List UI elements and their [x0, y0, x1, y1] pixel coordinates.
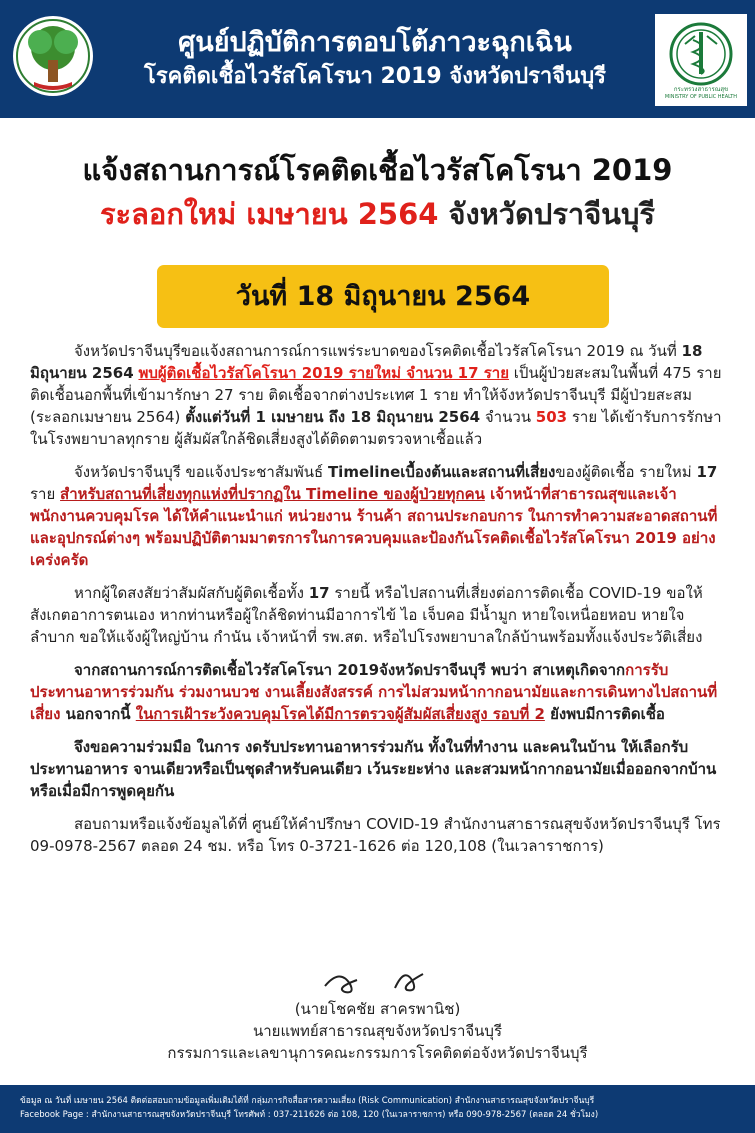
title-wave-label: ระลอกใหม่ เมษายน 2564: [99, 197, 439, 231]
p4-causes: การรับประทานอาหารร่วมกัน ร่วมงานบวช งานเลี้ยงสังสรรค์ การไม่สวมหน้ากากอนามัยและการเดินทางไปสถานที่เสี่ยง: [30, 661, 718, 723]
footer-contact-line1: ข้อมูล ณ วันที่ เมษายน 2564 ติดต่อสอบถามข้อมูลเพิ่มเติมได้ที่ กลุ่มภารกิจสื่อสารความเสี่ยง (Risk Communication) สำนักงานสาธารณสุขจังหวัดปราจีนบุรี: [20, 1096, 595, 1106]
paragraph-cooperation: จึงขอความร่วมมือ ในการ งดรับประทานอาหารร่วมกัน ทั้งในที่ทำงาน และคนในบ้าน ให้เลือกรับประทานอาหาร จานเดียวหรือเป็นชุดสำหรับคนเดียว เว้นระยะห่าง และสวมหน้ากากอนามัยเมื่อออกจากบ้านหรือเมื่อมีการพูดคุยกัน: [30, 738, 717, 800]
paragraph-contact: สอบถามหรือแจ้งข้อมูลได้ที่ ศูนย์ให้คำปรึกษา COVID-19 สำนักงานสาธารณสุขจังหวัดปราจีนบุรี โทร 09-0978-2567 ตลอด 24 ชม. หรือ โทร 0-3721-1626 ต่อ 120,108 (ในเวลาราชการ): [30, 815, 721, 855]
provincial-emblem-tree-icon: [12, 10, 94, 102]
p3-count: 17: [308, 584, 330, 602]
p2-guidance: เจ้าหน้าที่สาธารณสุขและเจ้าพนักงานควบคุมโรค ได้ให้คำแนะนำแก่ หน่วยงาน ร้านค้า สถานประกอบการ ในการทำความสะอาดสถานที่และอุปกรณ์ต่างๆ พร้อมปฏิบัติตามมาตรการในการควบคุมและป้องกันโรคติดเชื้อไวรัสโคโรนา 2019 อย่างเคร่งครัด: [30, 485, 718, 569]
p4-text-3: ยังพบมีการติดเชื้อ: [544, 705, 665, 723]
date-badge: วันที่ 18 มิถุนายน 2564: [157, 265, 609, 328]
paragraph-causes: [30, 659, 722, 725]
p2-risk-places: สำหรับสถานที่เสี่ยงทุกแห่งที่ปรากฏใน Timeline ของผู้ป่วยทุกคน: [60, 485, 485, 503]
paragraph-timeline: [30, 461, 722, 571]
signature-block: [0, 998, 755, 1064]
announcement-body: [30, 340, 722, 868]
p1-text: จังหวัดปราจีนบุรีขอแจ้งสถานการณ์การแพร่ระบาดของโรคติดเชื้อไวรัสโคโรนา 2019 ณ วันที่: [74, 342, 682, 360]
p1-text-4: ราย ได้เข้ารับการรักษาในโรงพยาบาลทุกราย ผู้สัมผัสใกล้ชิดเสี่ยงสูงได้ติดตามตรวจหาเชื้อแล้ว: [30, 408, 722, 448]
p3-text: หากผู้ใดสงสัยว่าสัมผัสกับผู้ติดเชื้อทั้ง: [74, 584, 309, 602]
signer-committee: กรรมการและเลขานุการคณะกรรมการโรคติดต่อจังหวัดปราจีนบุรี: [167, 1044, 588, 1062]
p1-text-2: เป็นผู้ป่วยสะสมในพื้นที่ 475 ราย ติดเชื้อนอกพื้นที่เข้ามารักษา 27 ราย ติดเชื้อจากต่างประเทศ 1 ราย ทำให้จังหวัดปราจีนบุรี มีผู้ป่วยสะสม (ระลอกเมษายน 2564): [30, 364, 722, 426]
footer-banner: [0, 1085, 755, 1133]
p4-text-2: นอกจากนี้: [60, 705, 136, 723]
p2-text-3: ราย: [30, 485, 61, 503]
p1-text-3: จำนวน: [480, 408, 536, 426]
ministry-logo: [655, 14, 747, 106]
title-line2: [0, 193, 755, 235]
header-banner: [0, 0, 755, 118]
ministry-logo-text-en: MINISTRY OF PUBLIC HEALTH: [664, 94, 738, 100]
title-province: จังหวัดปราจีนบุรี: [438, 197, 655, 231]
p1-date: 18 มิถุนายน 2564: [30, 342, 703, 382]
paragraph-symptoms: [30, 582, 722, 648]
signer-name: (นายโชคชัย สาครพานิช): [294, 1000, 461, 1018]
p2-text: จังหวัดปราจีนบุรี ขอแจ้งประชาสัมพันธ์: [74, 463, 328, 481]
signer-position: นายแพทย์สาธารณสุขจังหวัดปราจีนบุรี: [252, 1022, 503, 1040]
title-line1: แจ้งสถานการณ์โรคติดเชื้อไวรัสโคโรนา 2019: [82, 153, 673, 187]
p4-text: จากสถานการณ์การติดเชื้อไวรัสโคโรนา 2019จังหวัดปราจีนบุรี พบว่า สาเหตุเกิดจาก: [74, 661, 626, 679]
p4-round2: ในการเฝ้าระวังควบคุมโรคได้มีการตรวจผู้สัมผัสเสี่ยงสูง รอบที่ 2: [135, 705, 545, 723]
p3-text-2: รายนี้ หรือไปสถานที่เสี่ยงต่อการติดเชื้อ COVID-19 ขอให้สังเกตอาการตนเอง หากท่านหรือผู้ใกล้ชิดท่านมีอาการไข้ ไอ เจ็บคอ มีน้ำมูก หายใจเหนื่อยหอบ หายใจลำบาก ขอให้แจ้งผู้ใหญ่บ้าน กำนัน เจ้าหน้าที่ รพ.สต. หรือไปโรงพยาบาลใกล้บ้านพร้อมทั้งแจ้งประวัติเสี่ยง: [30, 584, 703, 646]
p2-timeline: Timelineเบื้องต้นและสถานที่เสี่ยง: [327, 463, 556, 481]
header-title-line2: โรคติดเชื้อไวรัสโคโรนา 2019 จังหวัดปราจีนบุรี: [144, 64, 606, 89]
p2-text-2: ของผู้ติดเชื้อ รายใหม่: [555, 463, 697, 481]
header-title-line1: ศูนย์ปฏิบัติการตอบโต้ภาวะฉุกเฉิน: [178, 27, 572, 58]
p1-period: ตั้งแต่วันที่ 1 เมษายน ถึง 18 มิถุนายน 2564: [185, 408, 481, 426]
p2-count: 17: [696, 463, 718, 481]
footer-contact-line2: Facebook Page : สำนักงานสาธารณสุขจังหวัดปราจีนบุรี โทรศัพท์ : 037-211626 ต่อ 108, 120 (ในเวลาราชการ) หรือ 090-978-2567 (ตลอด 24 ชั่วโมง): [20, 1110, 599, 1120]
paragraph-situation: [30, 340, 722, 450]
ministry-logo-text-th: กระทรวงสาธารณสุข: [673, 86, 729, 93]
p1-new-cases: พบผู้ติดเชื้อไวรัสโคโรนา 2019 รายใหม่ จำนวน 17 ราย: [138, 364, 510, 382]
p1-total-cases: 503: [535, 408, 568, 426]
